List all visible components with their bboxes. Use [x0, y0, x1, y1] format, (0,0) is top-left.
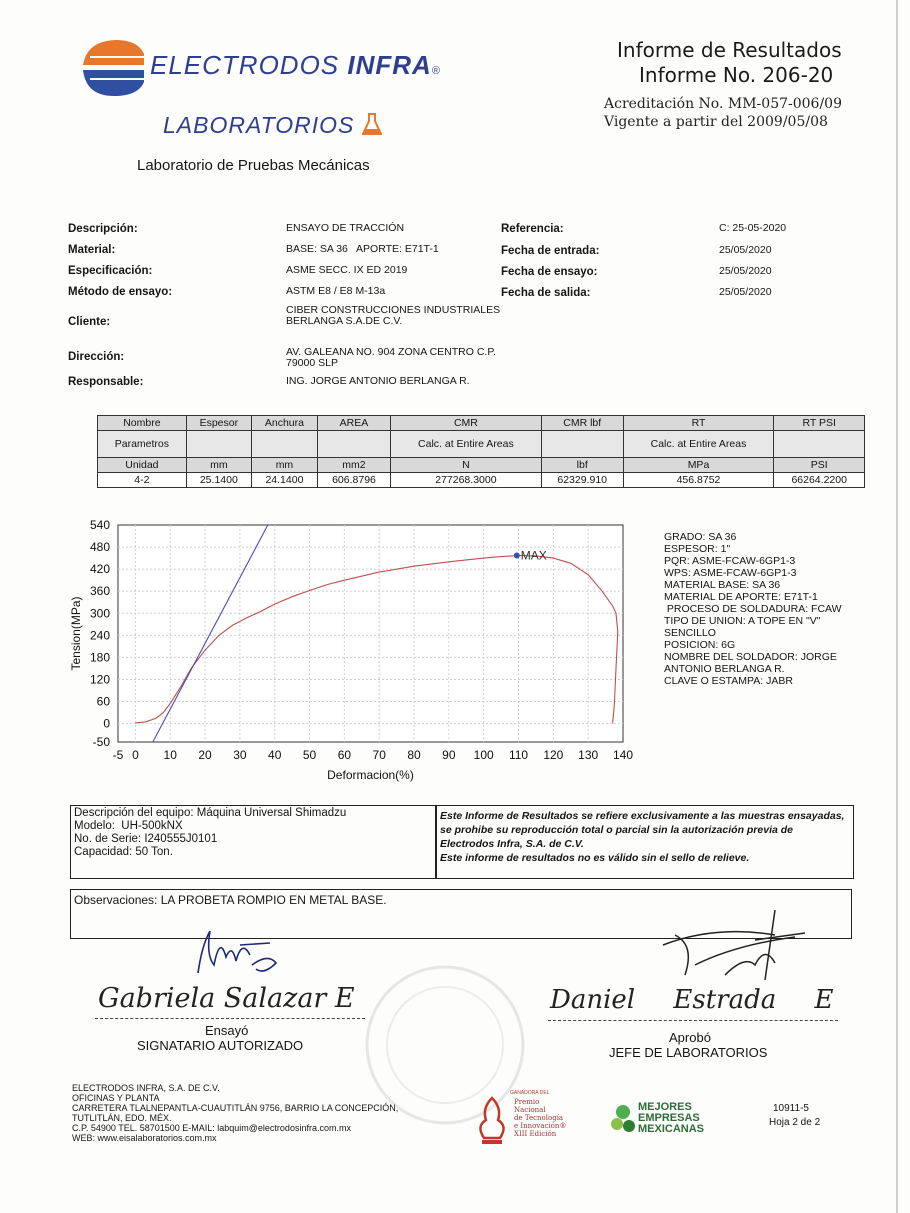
table-cell: lbf [541, 458, 623, 473]
ensayo-label: Fecha de ensayo: [501, 266, 598, 278]
cliente-label: Cliente: [68, 316, 111, 328]
entrada-value: 25/05/2020 [719, 244, 772, 256]
equipment-serial: No. de Serie: I240555J0101 [74, 833, 218, 845]
results-table [97, 415, 865, 488]
y-tick-label: 0 [103, 716, 110, 731]
info-line: PQR: ASME-FCAW-6GP1-3 [664, 555, 796, 567]
table-cell: Unidad [98, 458, 187, 473]
mejores-line: MEXICANAS [638, 1123, 705, 1135]
info-line: TIPO DE UNION: A TOPE EN "V" [664, 615, 821, 627]
direccion-label: Dirección: [68, 351, 125, 363]
table-cell: Calc. at Entire Areas [623, 431, 774, 458]
footer-address [72, 1083, 398, 1143]
info-line: NOMBRE DEL SOLDADOR: JORGE [664, 651, 837, 663]
award-small-text: GANADORA DEL [510, 1090, 550, 1096]
y-tick-label: 300 [89, 606, 110, 621]
y-tick-label: 540 [89, 518, 110, 532]
table-cell: mm [186, 458, 251, 473]
logo-emblem-icon [78, 36, 148, 100]
referencia-label: Referencia: [501, 223, 564, 235]
registered-mark: ® [431, 65, 441, 77]
y-tick-label: 180 [89, 650, 110, 665]
table-cell: 25.1400 [186, 473, 251, 488]
footer-line: CARRETERA TLALNEPANTLA-CUAUTITLÁN 9756, BARRIO LA CONCEPCIÓN, [72, 1103, 399, 1113]
company-name-bold: INFRA [347, 50, 432, 80]
footer-line: WEB: www.eisalaboratorios.com.mx [72, 1133, 217, 1143]
salida-label: Fecha de salida: [501, 287, 591, 299]
y-tick-label: 60 [96, 694, 110, 709]
x-tick-label: -5 [112, 748, 124, 762]
info-line: ESPESOR: 1" [664, 543, 731, 555]
table-cell: N [391, 458, 542, 473]
info-line: SENCILLO [664, 627, 716, 639]
referencia-value: C: 25-05-2020 [719, 222, 787, 234]
info-line: WPS: ASME-FCAW-6GP1-3 [664, 567, 797, 579]
page-number: Hoja 2 de 2 [769, 1117, 821, 1128]
y-tick-label: -50 [92, 735, 110, 749]
right-signer-role2: JEFE DE LABORATORIOS [609, 1045, 768, 1060]
x-tick-label: 100 [473, 748, 494, 762]
y-tick-label: 480 [89, 540, 110, 555]
responsable-value: ING. JORGE ANTONIO BERLANGA R. [286, 375, 470, 387]
x-tick-label: 70 [372, 748, 386, 762]
lab-logo [163, 112, 382, 139]
table-cell: 66264.2200 [774, 473, 865, 488]
leaf-icon [610, 1102, 636, 1138]
descripcion-label: Descripción: [68, 223, 138, 235]
mejores-line: EMPRESAS [638, 1112, 700, 1124]
right-signer-role1: Aprobó [669, 1030, 711, 1045]
lab-subtitle: Laboratorio de Pruebas Mecánicas [137, 157, 370, 174]
left-signer-role1: Ensayó [205, 1023, 249, 1038]
info-line: ANTONIO BERLANGA R. [664, 663, 785, 675]
left-signature-scribble [180, 925, 290, 985]
notice-text [440, 809, 850, 865]
stress-strain-chart [60, 515, 650, 790]
mejores-empresas-badge [610, 1100, 720, 1140]
table-row [98, 473, 865, 488]
material-value: BASE: SA 36 APORTE: E71T-1 [286, 243, 439, 255]
table-cell: 62329.910 [541, 473, 623, 488]
table-header-row [98, 416, 865, 431]
x-tick-label: 120 [543, 748, 564, 762]
y-tick-label: 360 [89, 584, 110, 599]
especificacion-label: Especificación: [68, 265, 153, 277]
table-cell [541, 431, 623, 458]
y-tick-label: 420 [89, 562, 110, 577]
observations-text: Observaciones: LA PROBETA ROMPIO EN METAL BASE. [74, 893, 387, 907]
table-cell [186, 431, 251, 458]
salida-value: 25/05/2020 [719, 286, 772, 298]
equipment-capacity: Capacidad: 50 Ton. [74, 846, 173, 858]
footer-line: C.P. 54900 TEL. 58701500 E-MAIL: labquim@electrodosinfra.com.mx [72, 1123, 351, 1133]
table-cell: 4-2 [98, 473, 187, 488]
y-tick-label: 240 [89, 628, 110, 643]
x-tick-label: 40 [268, 748, 282, 762]
award-line: Premio [514, 1098, 540, 1106]
report-number: Informe No. 206-20 [639, 63, 834, 87]
table-cell: CMR lbf [541, 416, 623, 431]
equipment-description: Descripción del equipo: Máquina Universal Shimadzu [74, 807, 347, 819]
table-cell: AREA [317, 416, 390, 431]
info-line: CLAVE O ESTAMPA: JABR [664, 675, 793, 687]
direccion-value: AV. GALEANA NO. 904 ZONA CENTRO C.P. 79000 SLP [286, 346, 496, 369]
x-tick-label: 90 [442, 748, 456, 762]
footer-company: ELECTRODOS INFRA, S.A. DE C.V. [72, 1083, 220, 1093]
left-signature-line [95, 1018, 365, 1019]
specimen-info [664, 531, 904, 687]
x-tick-label: 30 [233, 748, 247, 762]
info-line: PROCESO DE SOLDADURA: FCAW [664, 603, 842, 615]
responsable-label: Responsable: [68, 376, 144, 388]
descripcion-value: ENSAYO DE TRACCIÓN [286, 222, 405, 234]
x-tick-label: 140 [612, 748, 634, 762]
footer-line: TUTLITLÁN, EDO. MÉX. [72, 1113, 172, 1123]
max-point-label: MAX [520, 548, 547, 563]
info-line: MATERIAL DE APORTE: E71T-1 [664, 591, 818, 603]
company-logo [78, 36, 458, 100]
cliente-value: CIBER CONSTRUCCIONES INDUSTRIALES BERLANGA S.A.DE C.V. [286, 304, 501, 327]
right-signature-scribble [655, 905, 815, 985]
table-cell: CMR [391, 416, 542, 431]
x-tick-label: 80 [407, 748, 421, 762]
table-cell: Anchura [251, 416, 317, 431]
accreditation: Acreditación No. MM-057-006/09 [604, 96, 842, 112]
company-name-prefix: ELECTRODOS [150, 50, 340, 80]
x-tick-label: 130 [578, 748, 599, 762]
entrada-label: Fecha de entrada: [501, 245, 600, 257]
ensayo-value: 25/05/2020 [719, 265, 772, 277]
x-tick-label: 20 [198, 748, 212, 762]
table-cell: Espesor [186, 416, 251, 431]
x-tick-label: 110 [508, 748, 529, 762]
award-line: Nacional [514, 1106, 546, 1114]
table-cell: MPa [623, 458, 774, 473]
info-line: GRADO: SA 36 [664, 531, 737, 543]
x-tick-label: 10 [163, 748, 177, 762]
table-cell: 456.8752 [623, 473, 774, 488]
table-cell [774, 431, 865, 458]
table-cell: 606.8796 [317, 473, 390, 488]
table-cell: Parametros [98, 431, 187, 458]
left-signer-role2: SIGNATARIO AUTORIZADO [137, 1038, 304, 1053]
table-cell: PSI [774, 458, 865, 473]
right-signature-name: Daniel Estrada E [550, 985, 834, 1015]
equipment-model: Modelo: UH-500kNX [74, 820, 183, 832]
metodo-value: ASTM E8 / E8 M-13a [286, 285, 386, 297]
doc-code: 10911-5 [773, 1103, 809, 1114]
left-signature-name: Gabriela Salazar E [98, 983, 355, 1014]
y-axis-label: Tension(MPa) [69, 596, 83, 671]
equipment-info [74, 807, 346, 859]
table-cell: RT PSI [774, 416, 865, 431]
lab-name: LABORATORIOS [163, 112, 355, 138]
table-cell: 24.1400 [251, 473, 317, 488]
report-title: Informe de Resultados [617, 38, 842, 62]
flask-icon [362, 112, 382, 136]
table-params-row [98, 431, 865, 458]
award-line: e Innovación® [514, 1122, 567, 1130]
notice-line1: Este Informe de Resultados se refiere exclusivamente a las muestras ensayadas, se prohibe su reproducción total o parcial sin la autorización previa de Electrodos Infra, S.A. de C.V. [440, 810, 845, 850]
info-line: POSICION: 6G [664, 639, 736, 651]
x-tick-label: 50 [302, 748, 317, 762]
metodo-label: Método de ensayo: [68, 286, 173, 298]
table-cell: RT [623, 416, 774, 431]
award-line: de Tecnología [514, 1114, 564, 1122]
table-cell [251, 431, 317, 458]
valid-from: Vigente a partir del 2009/05/08 [604, 114, 828, 130]
footer-line: OFICINAS Y PLANTA [72, 1093, 160, 1103]
award-badge [470, 1090, 580, 1150]
max-point-marker [514, 553, 520, 559]
x-tick-label: 60 [337, 748, 352, 762]
table-cell: mm2 [317, 458, 390, 473]
award-trophy-icon [472, 1094, 512, 1150]
especificacion-value: ASME SECC. IX ED 2019 [286, 264, 408, 276]
notice-line2: Este informe de resultados no es válido sin el sello de relieve. [440, 852, 750, 864]
x-tick-label: 0 [132, 748, 139, 762]
right-signature-line [548, 1020, 838, 1021]
scan-edge [896, 0, 898, 1213]
table-cell: Calc. at Entire Areas [391, 431, 542, 458]
table-cell: Nombre [98, 416, 187, 431]
table-unit-row [98, 458, 865, 473]
y-tick-label: 120 [89, 672, 110, 687]
table-cell: mm [251, 458, 317, 473]
table-cell [317, 431, 390, 458]
info-line: MATERIAL BASE: SA 36 [664, 579, 781, 591]
mejores-line: MEJORES [638, 1101, 692, 1113]
table-cell: 277268.3000 [391, 473, 542, 488]
x-axis-label: Deformacion(%) [327, 768, 414, 782]
award-line: XIII Edición [514, 1130, 557, 1138]
material-label: Material: [68, 244, 116, 256]
